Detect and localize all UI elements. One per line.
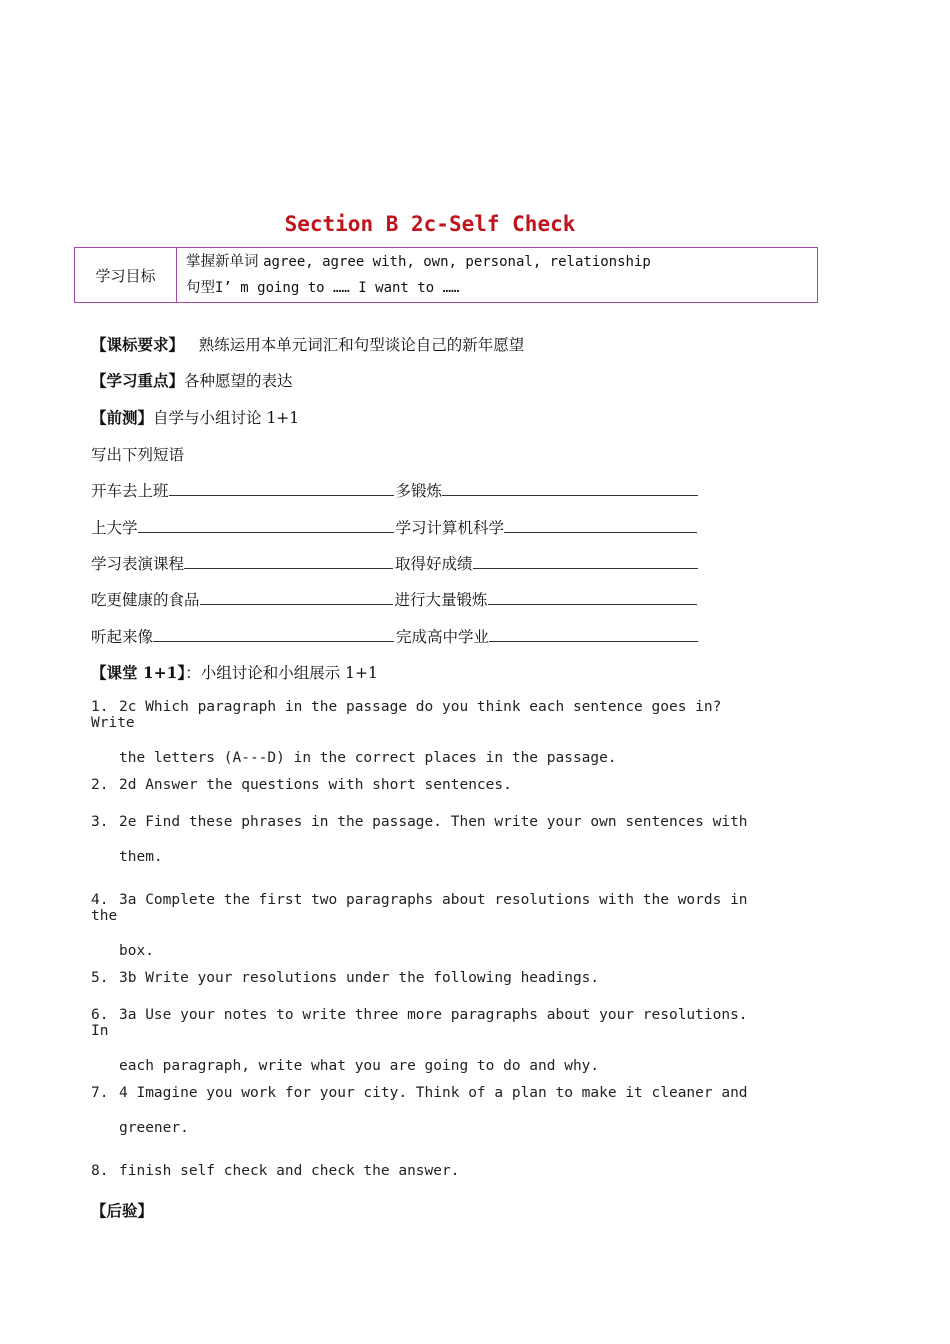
item-text: 2d Answer the questions with short sentences. [119,777,512,793]
item-text: 3b Write your resolutions under the following headings. [119,970,600,986]
phrase-right: 学习计算机科学 [395,519,505,537]
goals-pattern-prefix: 句型 [186,280,215,296]
item-text-continued: the letters (A---D) in the correct places in the passage. [119,750,617,766]
item-text: 3a Complete the first two paragraphs about resolutions with the words in the [91,892,748,924]
answer-blank[interactable] [184,552,393,569]
item-text: 2e Find these phrases in the passage. Then write your own sentences with [119,814,748,830]
list-item [91,1163,771,1179]
phrase-row [91,552,700,574]
pretest-line [91,406,299,428]
phrase-right: 多锻炼 [395,482,443,500]
answer-blank[interactable] [489,625,698,642]
phrase-row [91,588,699,610]
item-text-continued: box. [119,943,154,959]
item-number: 2. [91,777,109,793]
phrase-right: 完成高中学业 [396,628,490,646]
focus-label: 【学习重点】 [91,371,185,390]
item-text: 2c Which paragraph in the passage do you think each sentence goes in? Write [91,699,722,731]
phrase-left: 开车去上班 [91,482,169,500]
list-item [91,814,771,865]
item-number: 1. [91,699,109,715]
requirement-text: 熟练运用本单元词汇和句型谈论自己的新年愿望 [198,336,525,354]
goals-pattern-text: I’ m going to …… I want to …… [215,280,460,296]
item-text: finish self check and check the answer. [119,1163,460,1179]
item-number: 4. [91,892,109,908]
phrase-row [91,516,699,538]
list-item [91,699,771,766]
classroom-text: ：小组讨论和小组展示 1+1 [185,664,378,682]
item-text-continued: greener. [119,1120,189,1136]
classroom-label: 【课堂 1+1】 [91,663,186,682]
phrase-left: 上大学 [91,519,138,537]
answer-blank[interactable] [473,552,698,569]
list-item [91,1085,771,1136]
post-test-label: 【后验】 [91,1201,154,1220]
list-item [91,777,771,793]
answer-blank[interactable] [488,588,697,605]
phrase-left: 听起来像 [91,628,154,646]
pretest-label: 【前测】 [91,408,154,427]
focus-text: 各种愿望的表达 [184,372,293,390]
goals-vocab-line [186,249,651,275]
phrase-left: 吃更健康的食品 [91,591,200,609]
list-item [91,892,771,959]
item-text-continued: each paragraph, write what you are going to do and why. [119,1058,600,1074]
goals-vocab-prefix: 掌握新单词 [186,254,264,270]
goals-pattern-line [186,275,651,301]
answer-blank[interactable] [153,625,394,642]
answer-blank[interactable] [169,479,394,496]
requirement-line [91,333,524,355]
answer-blank[interactable] [138,516,394,533]
phrase-right: 进行大量锻炼 [394,591,488,609]
answer-blank[interactable] [504,516,697,533]
list-item [91,970,771,986]
goals-label: 学习目标 [75,248,177,302]
goals-vocab-words: agree, agree with, own, personal, relationship [263,254,651,270]
answer-blank[interactable] [442,479,698,496]
item-text: 4 Imagine you work for your city. Think of a plan to make it cleaner and [119,1085,748,1101]
item-number: 3. [91,814,109,830]
phrase-row [91,625,700,647]
phrase-left: 学习表演课程 [91,555,185,573]
item-number: 6. [91,1007,109,1023]
goals-content [177,248,651,302]
page-title: Section B 2c-Self Check [284,212,576,236]
item-text-continued: them. [119,849,163,865]
item-number: 7. [91,1085,109,1101]
focus-line [91,369,293,391]
pretest-text: 自学与小组讨论 1+1 [153,409,300,427]
classroom-line [91,661,378,683]
item-number: 8. [91,1163,109,1179]
instruction: 写出下列短语 [91,446,185,464]
requirement-label: 【课标要求】 [91,335,185,354]
answer-blank[interactable] [200,588,393,605]
phrase-row [91,479,700,501]
item-text: 3a Use your notes to write three more paragraphs about your resolutions. In [91,1007,748,1039]
item-number: 5. [91,970,109,986]
phrase-right: 取得好成绩 [395,555,473,573]
learning-goals-table [74,247,818,303]
list-item [91,1007,771,1074]
